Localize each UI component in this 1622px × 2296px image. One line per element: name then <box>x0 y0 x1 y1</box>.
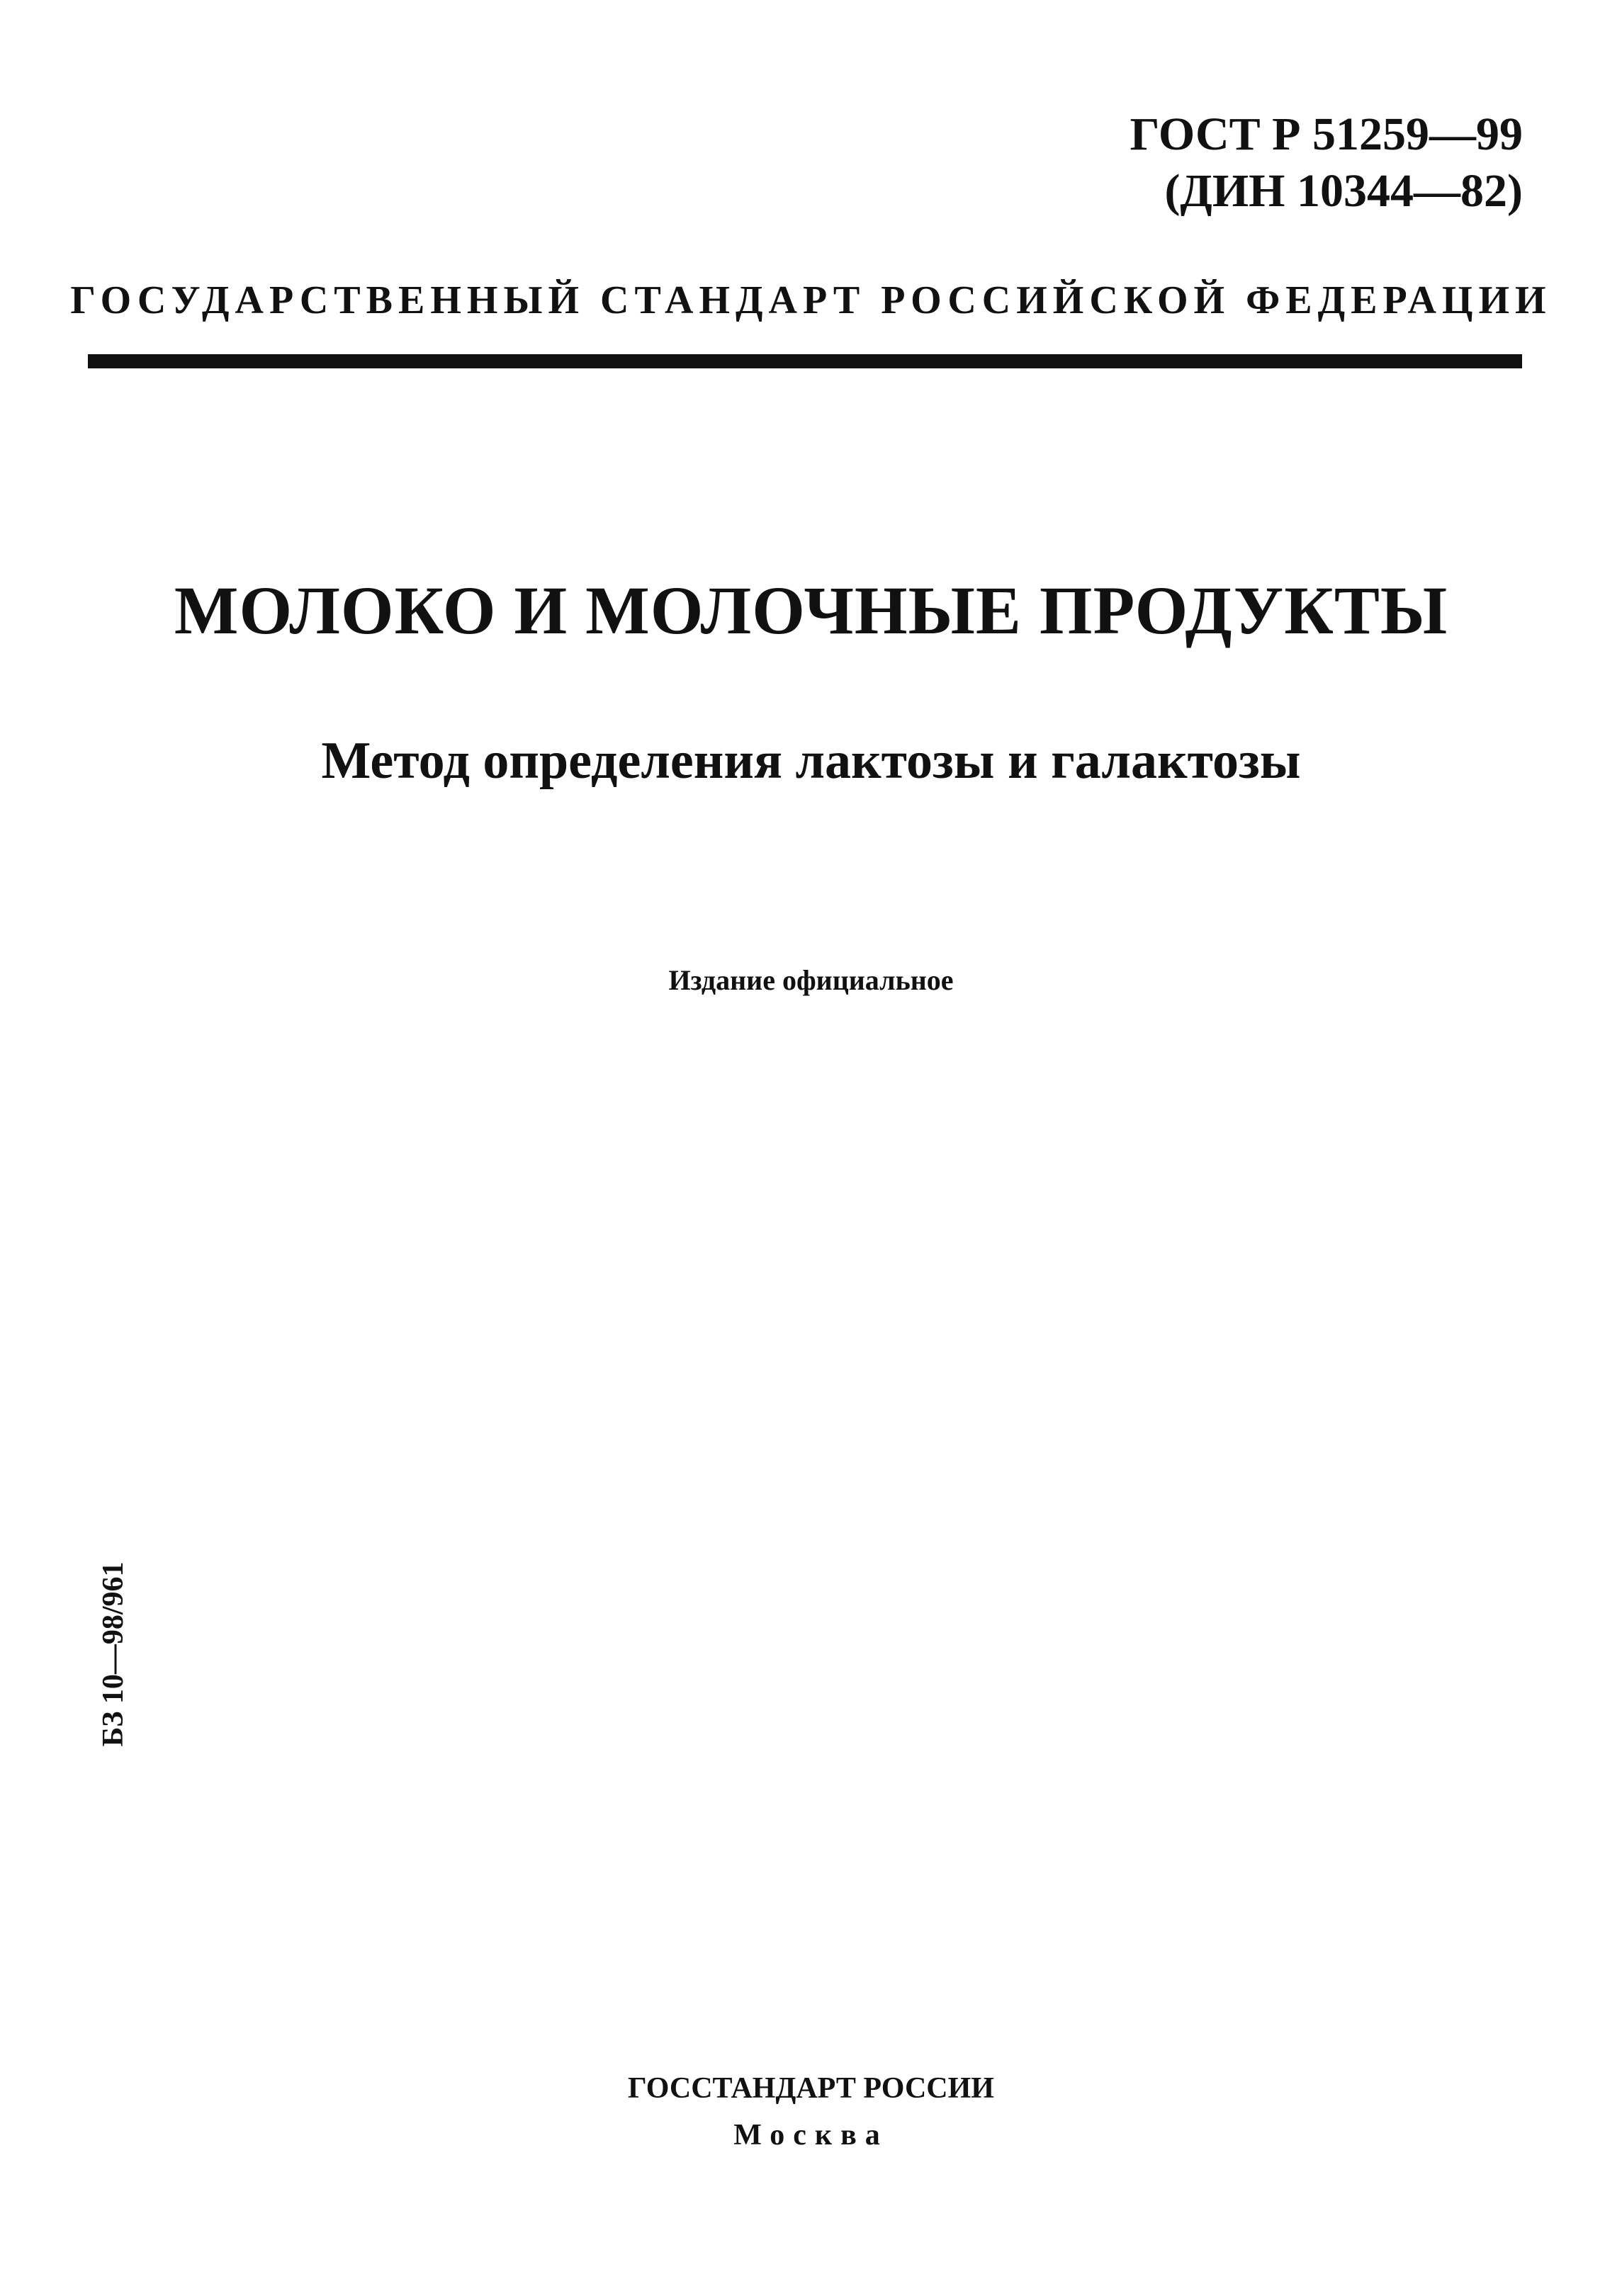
side-registration-code: БЗ 10—98/961 <box>97 1561 130 1747</box>
page-title: МОЛОКО И МОЛОЧНЫЕ ПРОДУКТЫ <box>174 572 1448 648</box>
gost-number: ГОСТ Р 51259—99 <box>1130 108 1523 160</box>
publisher-city: Москва <box>733 2119 889 2151</box>
din-number: (ДИН 10344—82) <box>1164 165 1523 217</box>
header-divider <box>88 354 1522 368</box>
publisher-block <box>0 2069 1622 2155</box>
state-standard-heading: ГОСУДАРСТВЕННЫЙ СТАНДАРТ РОССИЙСКОЙ ФЕДЕРАЦИИ <box>70 278 1552 322</box>
page-subtitle: Метод определения лактозы и галактозы <box>321 732 1301 790</box>
edition-label: Издание официальное <box>668 964 954 996</box>
document-code <box>1130 106 1524 220</box>
publisher-name: ГОССТАНДАРТ РОССИИ <box>628 2072 994 2105</box>
